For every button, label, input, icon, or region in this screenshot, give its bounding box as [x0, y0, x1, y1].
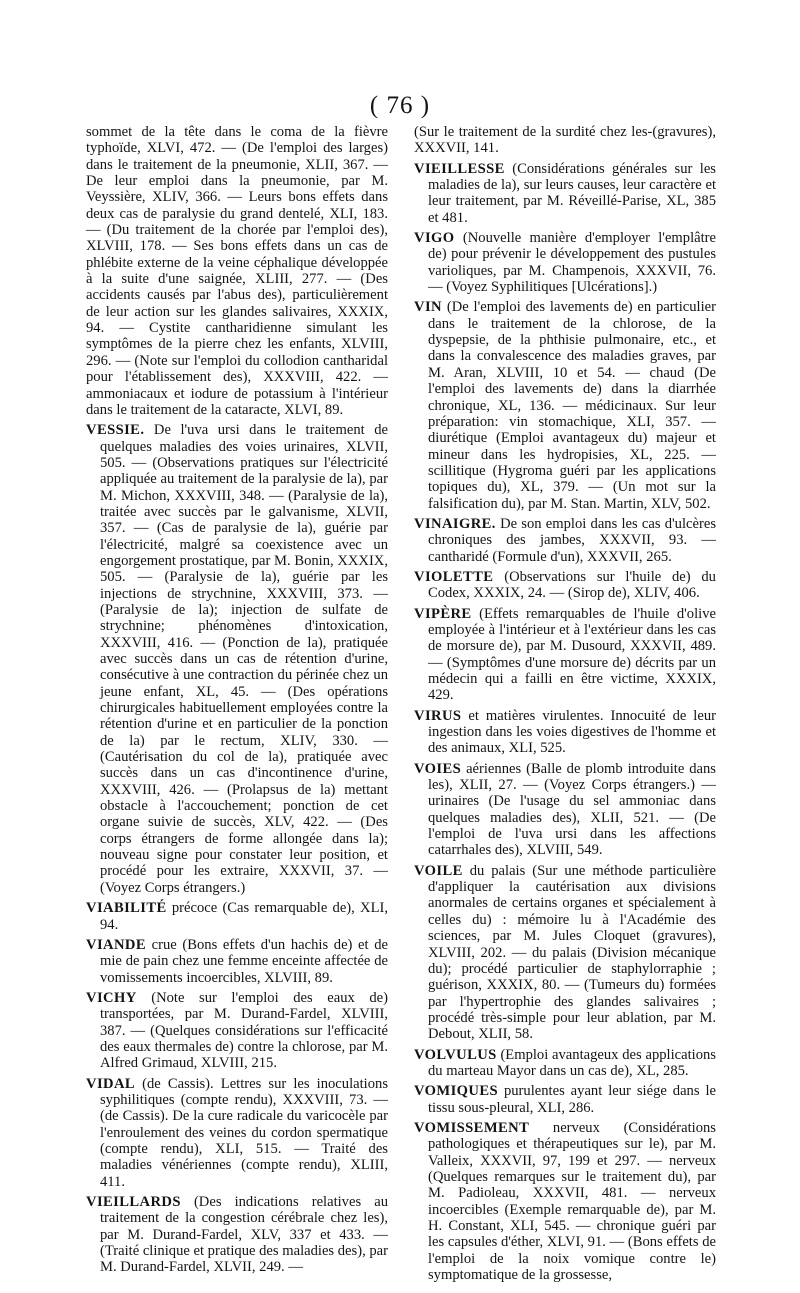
entry-headword: VIGO [414, 230, 455, 247]
index-entry [414, 863, 716, 1043]
entry-headword: VOMIQUES [414, 1083, 498, 1100]
entry-text: (Nouvelle manière d'employer l'emplâtre de) pour prévenir le développement des pustules varioliques, par M. Champenois, XXXVII, 76. — (Voyez Syphilitiques [Ulcérations].) [428, 230, 716, 296]
entry-headword: VIABILITÉ [86, 900, 167, 917]
entry-headword: VIPÈRE [414, 605, 472, 622]
entry-text: (De l'emploi des lavements de) en particulier dans le traitement de la chlorose, de la dyspepsie, de la phthisie pulmonaire, etc., et dans la convalescence des maladies graves, par M. Aran, XLVIII, 10 et 54. — chaud (De l'emploi des lavements de) dans la diarrhée chronique, XL, 136. — médicinaux. Sur leur préparation: vin stomachique, XLI, 357. — diurétique (Emploi avantageux du) majeur et mineur dans les hydropisies, XL, 225. — scillitique (Hygroma guéri par les applications topiques du), XL, 379. — (Un mot sur la falsification du), par M. Stan. Martin, XLV, 502. [428, 299, 716, 512]
entry-headword: VINAIGRE. [414, 515, 496, 532]
index-entry [86, 900, 388, 933]
index-entry [414, 708, 716, 757]
entry-text: (Des indications relatives au traitement de la congestion cérébrale chez les), par M. Durand-Fardel, XLV, 337 et 433. — (Traité clinique et pratique des maladies des), par M. Durand-Fardel, XLVII, 249. — [100, 1194, 388, 1276]
entry-text: (Considérations générales sur les maladies de la), sur leurs causes, leur caractère et leur traitement, par M. Réveillé-Parise, XL, 385 et 481. [428, 160, 716, 226]
entry-headword: VOIES [414, 760, 462, 777]
left-column [86, 124, 388, 1280]
index-entry [86, 124, 388, 418]
entry-text: purulentes ayant leur siége dans le tissu sous-pleural, XLI, 286. [428, 1083, 717, 1116]
entry-headword: VOMISSEMENT [414, 1119, 530, 1136]
entry-text: du palais (Sur une méthode particulière d'appliquer la cautérisation aux divisions anormales de certains organes et spécialement à celles du) : mémoire lu à l'Académie des sciences, par M. Jules Cloquet (gravures), XLVIII, 202. — du palais (Division mécanique du); procédé particulier de staphylorraphie ; guérison, XXXIX, 80. — (Tumeurs du) formées par l'hypertrophie des glandes salivaires ; procédé très-simple pour leur ablation, par M. Debout, XLII, 58. [428, 862, 716, 1043]
index-entry [414, 569, 716, 602]
index-entry [414, 299, 716, 511]
entry-headword: VIOLETTE [414, 568, 494, 585]
entry-headword: VICHY [86, 989, 137, 1006]
entry-headword: VOLVULUS [414, 1046, 497, 1063]
entry-headword: VIDAL [86, 1075, 136, 1092]
index-entry [414, 124, 716, 157]
entry-text: crue (Bons effets d'un hachis de) et de mie de pain chez une femme enceinte affectée de vomissements incoercibles, XLVIII, 89. [100, 936, 389, 986]
entry-headword: VIEILLESSE [414, 160, 505, 177]
entry-headword: VOILE [414, 862, 463, 879]
entry-text: De son emploi dans les cas d'ulcères chroniques des jambes, XXXVII, 93. — cantharidé (Formule d'un), XXXVII, 265. [428, 515, 716, 565]
index-entry [414, 516, 716, 565]
index-entry [86, 1194, 388, 1276]
right-column [414, 124, 716, 1287]
index-entry [86, 937, 388, 986]
entry-headword: VIRUS [414, 707, 462, 724]
entry-text: (Effets remarquables de l'huile d'olive employée à l'intérieur et à l'extérieur dans les cas de morsure de), par M. Dusourd, XXXVII, 489. — (Symptômes d'une morsure de) décrits par un médecin qui a failli en être victime, XXXIX, 429. [428, 605, 716, 704]
entry-text: De l'uva ursi dans le traitement de quelques maladies des voies urinaires, XLVII, 505. — (Observations pratiques sur l'électricité appliquée au traitement de la paralysie de la), par M. Michon, XXXVIII, 348. — (Paralysie de la), traitée avec succès par le galvanisme, XLVII, 357. — (Cas de paralysie de la), guérie par l'électricité, malgré sa coexistence avec un engorgement prostatique, par M. Bonin, XXXIX, 505. — (Paralysie de la), guérie par les injections de strychnine, XXXVIII, 373. — (Paralysie de la); injection de sulfate de strychnine; phénomènes d'intoxication, XXXVIII, 416. — (Ponction de la), pratiquée avec succès dans un cas de rétention d'urine, consécutive à une contraction du périnée chez un jeune enfant, XL, 45. — (Des opérations chirurgicales habituellement employées contre la rétention d'urine et en particulier de la ponction de la) par le rectum, XLIV, 330. — (Cautérisation du col de la), pratiquée avec succès dans un cas d'incontinence d'urine, XXXVIII, 426. — (Prolapsus de la) mettant obstacle à l'accouchement; ponction de cet organe suivie de succès, XLV, 422. — (Des corps étrangers de forme allongée dans la); nouveau signe pour constater leur position, et procédé pour les extraire, XXXVII, 37. — (Voyez Corps étrangers.) [100, 422, 388, 896]
entry-text: (Note sur l'emploi des eaux de) transportées, par M. Durand-Fardel, XLVIII, 387. — (Quelques considérations sur l'efficacité des eaux thermales de) contre la chlorose, par M. Alfred Grimaud, XLVIII, 215. [100, 989, 388, 1072]
entry-headword: VIEILLARDS [86, 1194, 181, 1210]
entry-text: (de Cassis). Lettres sur les inoculations syphilitiques (compte rendu), XXXVIII, 73. — (de Cassis). De la cure radicale du varicocèle par l'enroulement des veines du cordon spermatique (compte rendu), XLI, 515. — Traité des maladies vénériennes (compte rendu), XLIII, 411. [100, 1075, 388, 1190]
index-entry [414, 606, 716, 704]
index-entry [86, 422, 388, 896]
index-entry [414, 1047, 716, 1080]
index-entry [86, 1076, 388, 1190]
entry-text: sommet de la tête dans le coma de la fièvre typhoïde, XLVI, 472. — (De l'emploi des larges) dans le traitement de la pneumonie, XLII, 367. — De leur emploi dans la pneumonie, par M. Veyssière, XLIV, 366. — Leurs bons effets dans deux cas de paralysie du grand dentelé, XLI, 183. — (Du traitement de la chorée par l'emploi des), XLVIII, 178. — Ses bons effets dans un cas de phlébite externe de la veine céphalique développée à la suite d'une saignée, XLIII, 277. — (Des accidents causés par l'abus des), particulièrement de leur action sur les glandes salivaires, XXXIX, 94. — Cystite cantharidienne simulant les symptômes de la pierre chez les enfants, XLVIII, 296. — (Note sur l'emploi du collodion cantharidal pour l'établissement des), XXXVIII, 422. — ammoniacaux et iodure de potassium à l'intérieur dans le traitement de la cataracte, XLVI, 89. [86, 124, 388, 418]
entry-text: (Emploi avantageux des applications du marteau Mayor dans un cas de), XL, 285. [428, 1046, 716, 1079]
entry-text: et matières virulentes. Innocuité de leur ingestion dans les voies digestives de l'homme et des animaux, XLI, 525. [428, 707, 716, 757]
entry-headword: VIN [414, 299, 442, 316]
page-number: ( 76 ) [369, 92, 431, 119]
entry-text: précoce (Cas remarquable de), XLI, 94. [100, 900, 388, 933]
index-entry [414, 761, 716, 859]
entry-headword: VIANDE [86, 936, 146, 953]
entry-headword: VESSIE. [86, 422, 145, 439]
index-entry [414, 1120, 716, 1283]
index-entry [414, 230, 716, 295]
index-entry [86, 990, 388, 1072]
entry-text: nerveux (Considérations pathologiques et thérapeutiques sur le), par M. Valleix, XXXVII, 97, 199 et 297. — nerveux (Quelques remarques sur le traitement du), par M. Padioleau, XXXVII, 481. — nerveux incoercibles (Exemple remarquable de), par M. H. Constant, XLI, 545. — chronique guéri par les capsules d'éther, XLVI, 91. — (Bons effets de l'emploi de la noix vomique contre le) symptomatique de la grossesse, [428, 1119, 716, 1284]
entry-text: aériennes (Balle de plomb introduite dans les), XLII, 27. — (Voyez Corps étrangers.) — urinaires (De l'usage du sel ammoniac dans quelques maladies des), XLII, 521. — (De l'emploi de l'uva ursi dans les affections catarrhales des), XLVIII, 549. [428, 760, 716, 859]
index-entry [414, 1083, 716, 1116]
index-entry [414, 161, 716, 226]
entry-text: (Sur le traitement de la surdité chez les-(gravures), XXXVII, 141. [414, 124, 716, 157]
entry-text: (Observations sur l'huile de) du Codex, XXXIX, 24. — (Sirop de), XLIV, 406. [428, 568, 716, 602]
